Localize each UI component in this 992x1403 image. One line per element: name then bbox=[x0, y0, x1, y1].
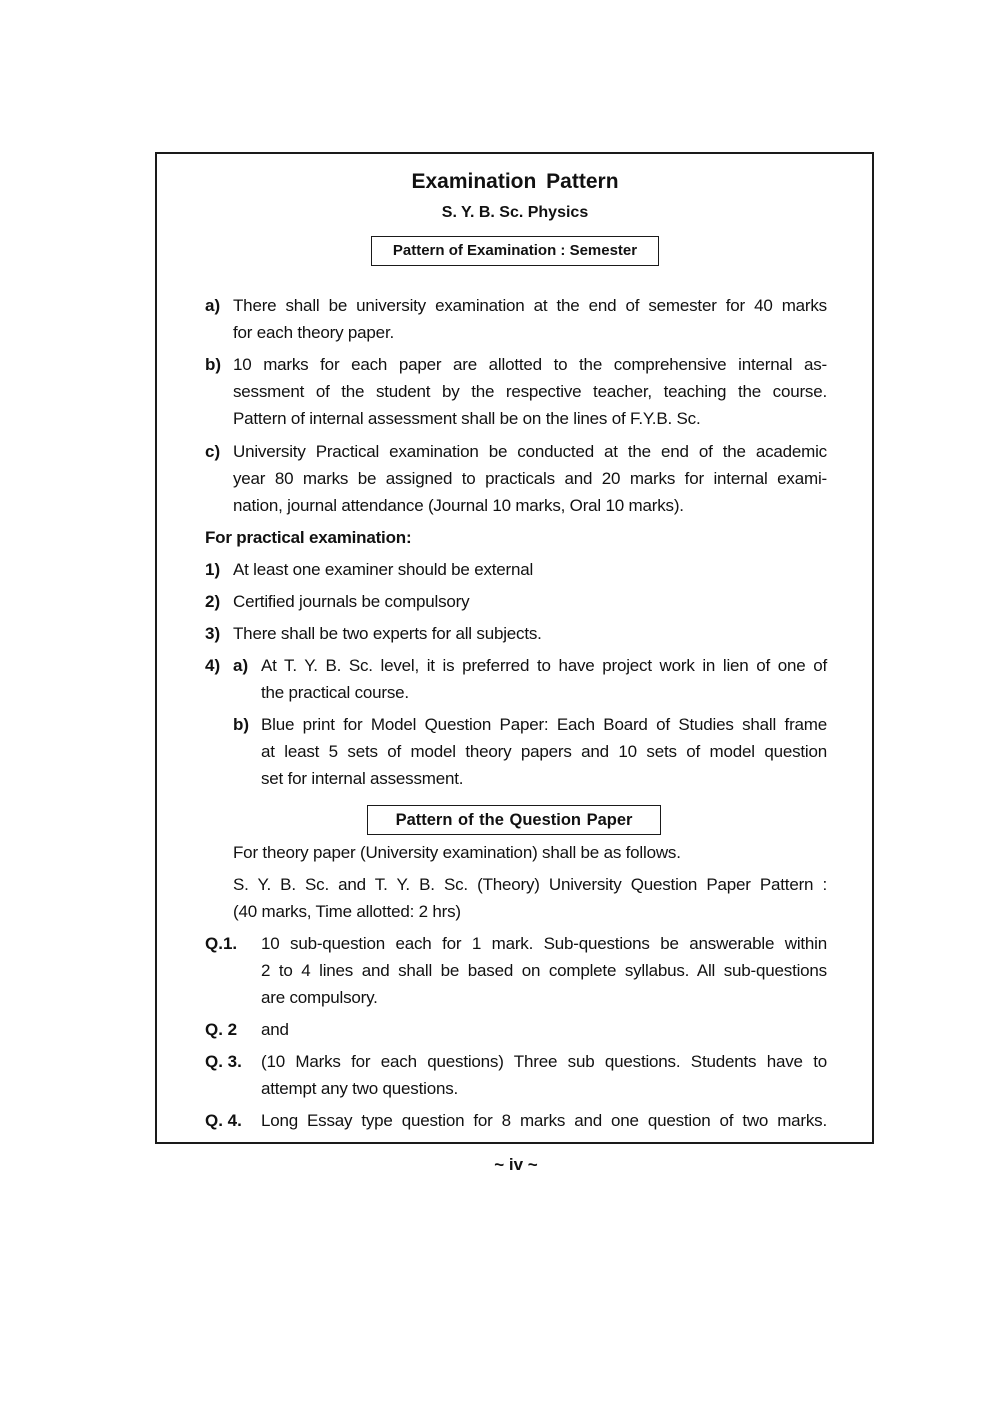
question-label: Q. 2 bbox=[205, 1020, 238, 1039]
rule-line: for each theory paper. bbox=[233, 323, 394, 342]
sub-item-label: b) bbox=[233, 715, 250, 734]
sub-item-line: the practical course. bbox=[261, 683, 409, 702]
question-line: attempt any two questions. bbox=[261, 1079, 459, 1098]
rule-label: a) bbox=[205, 296, 221, 315]
section-box-exam-pattern: Pattern of Examination : Semester bbox=[371, 236, 659, 266]
question-label: Q. 3. bbox=[205, 1052, 242, 1071]
rule-label: c) bbox=[205, 442, 221, 461]
question-paper-pattern-details: (40 marks, Time allotted: 2 hrs) bbox=[233, 902, 461, 921]
rule-line: year 80 marks be assigned to practicals and 20 marks for internal exami- bbox=[233, 469, 827, 488]
rule-line: 10 marks for each paper are allotted to the comprehensive internal as- bbox=[233, 355, 827, 374]
question-line: (10 Marks for each questions) Three sub questions. Students have to bbox=[261, 1052, 827, 1071]
page-title: Examination Pattern bbox=[411, 170, 619, 193]
rule-line: There shall be university examination at the end of semester for 40 marks bbox=[233, 296, 827, 315]
rule-label: b) bbox=[205, 355, 222, 374]
item-text: Certified journals be compulsory bbox=[233, 592, 470, 611]
item-text: At least one examiner should be external bbox=[233, 560, 534, 579]
sub-item-label: a) bbox=[233, 656, 249, 675]
question-line: Long Essay type question for 8 marks and one question of two marks. bbox=[261, 1111, 827, 1130]
question-paper-intro: For theory paper (University examination) shall be as follows. bbox=[233, 843, 681, 862]
question-label: Q.1. bbox=[205, 934, 238, 953]
page-subtitle: S. Y. B. Sc. Physics bbox=[441, 204, 589, 221]
item-label: 3) bbox=[205, 624, 221, 643]
item-label: 4) bbox=[205, 656, 221, 675]
question-line: are compulsory. bbox=[261, 988, 378, 1007]
item-label: 2) bbox=[205, 592, 221, 611]
item-label: 1) bbox=[205, 560, 221, 579]
rule-line: nation, journal attendance (Journal 10 marks, Oral 10 marks). bbox=[233, 496, 684, 515]
question-label: Q. 4. bbox=[205, 1111, 242, 1130]
rule-line: sessment of the student by the respective teacher, teaching the course. bbox=[233, 382, 827, 401]
question-line: 10 sub-question each for 1 mark. Sub-questions be answerable within bbox=[261, 934, 827, 953]
page-number: ~ iv ~ bbox=[494, 1155, 538, 1174]
sub-item-line: at least 5 sets of model theory papers and 10 sets of model question bbox=[261, 742, 827, 761]
sub-item-line: set for internal assessment. bbox=[261, 769, 464, 788]
practical-heading: For practical examination: bbox=[205, 528, 412, 547]
question-line: 2 to 4 lines and shall be based on complete syllabus. All sub-questions bbox=[261, 961, 827, 980]
question-line: and bbox=[261, 1020, 289, 1039]
content-frame bbox=[155, 152, 874, 1144]
sub-item-line: At T. Y. B. Sc. level, it is preferred to have project work in lien of one of bbox=[261, 656, 827, 675]
rule-line: Pattern of internal assessment shall be on the lines of F.Y.B. Sc. bbox=[233, 409, 701, 428]
item-text: There shall be two experts for all subjects. bbox=[233, 624, 542, 643]
section-box-question-paper: Pattern of the Question Paper bbox=[367, 805, 661, 835]
question-paper-pattern: S. Y. B. Sc. and T. Y. B. Sc. (Theory) University Question Paper Pattern : bbox=[233, 875, 827, 894]
sub-item-line: Blue print for Model Question Paper: Each Board of Studies shall frame bbox=[261, 715, 827, 734]
rule-line: University Practical examination be conducted at the end of the academic bbox=[233, 442, 827, 461]
